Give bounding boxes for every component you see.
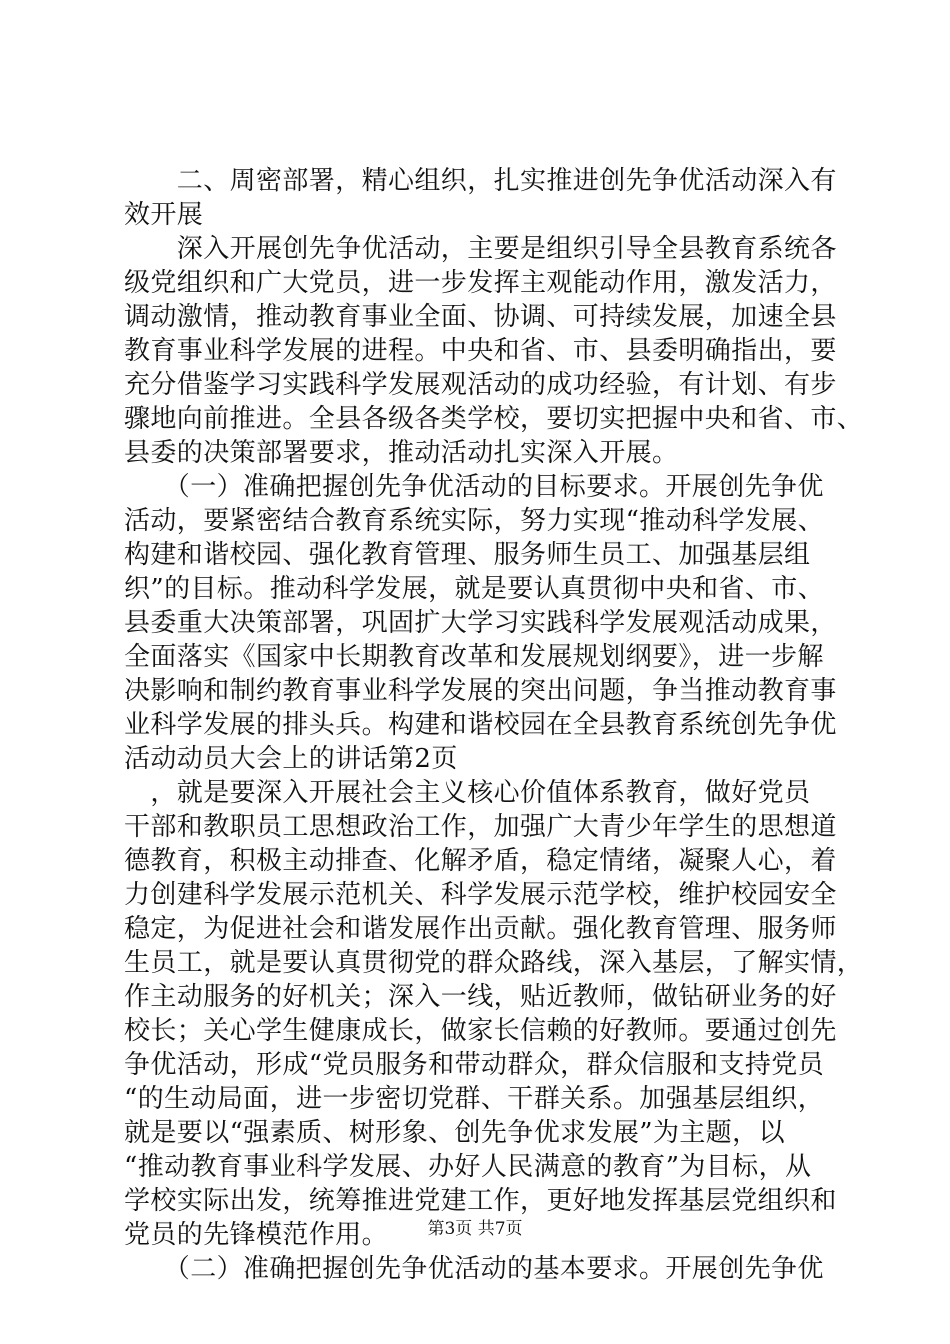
text-line: 德教育，积极主动排查、化解矛盾，稳定情绪，凝聚人心，着 (124, 846, 837, 876)
text-line: 党员的先锋模范作用。 (124, 1220, 389, 1250)
text-line: 业科学发展的排头兵。构建和谐校园在全县教育系统创先争优 (124, 710, 837, 740)
text-line: 县委重大决策部署，巩固扩大学习实践科学发展观活动成果， (124, 608, 837, 638)
text-line: ，就是要深入开展社会主义核心价值体系教育，做好党员 (124, 778, 811, 808)
text-line: 生员工，就是要认真贯彻党的群众路线，深入基层，了解实情， (124, 948, 864, 978)
page-footer: 第3页 共7页 (427, 1219, 523, 1239)
text-line: 骤地向前推进。全县各级各类学校，要切实把握中央和省、市、 (124, 404, 864, 434)
text-line: 干部和教职员工思想政治工作，加强广大青少年学生的思想道 (124, 812, 837, 842)
text-line: 活动动员大会上的讲话第2页 (124, 744, 458, 774)
text-line: 级党组织和广大党员，进一步发挥主观能动作用，激发活力， (124, 268, 837, 298)
text-line: 全面落实《国家中长期教育改革和发展规划纲要》，进一步解 (124, 642, 824, 672)
text-line: 二、周密部署，精心组织，扎实推进创先争优活动深入有 (124, 166, 837, 196)
document-body (124, 164, 864, 1286)
text-line: “的生动局面，进一步密切党群、干群关系。加强基层组织， (124, 1084, 825, 1114)
text-line: 活动，要紧密结合教育系统实际，努力实现“推动科学发展、 (124, 506, 825, 536)
text-line: 校长；关心学生健康成长，做家长信赖的好教师。要通过创先 (124, 1016, 837, 1046)
text-line: 学校实际出发，统筹推进党建工作，更好地发挥基层党组织和 (124, 1186, 837, 1216)
text-line: 争优活动，形成“党员服务和带动群众，群众信服和支持党员 (124, 1050, 825, 1080)
text-line: 决影响和制约教育事业科学发展的突出问题，争当推动教育事 (124, 676, 837, 706)
text-line: 充分借鉴学习实践科学发展观活动的成功经验，有计划、有步 (124, 370, 837, 400)
text-line: 县委的决策部署要求，推动活动扎实深入开展。 (124, 438, 679, 468)
text-line: 就是要以“强素质、树形象、创先争优求发展”为主题，以 (124, 1118, 785, 1148)
text-line: 效开展 (124, 200, 204, 230)
text-line: 构建和谐校园、强化教育管理、服务师生员工、加强基层组 (124, 540, 811, 570)
text-line: 调动激情，推动教育事业全面、协调、可持续发展，加速全县 (124, 302, 837, 332)
text-line: 力创建科学发展示范机关、科学发展示范学校，维护校园安全 (124, 880, 837, 910)
text-line: 深入开展创先争优活动，主要是组织引导全县教育系统各 (124, 234, 837, 264)
text-line: 织”的目标。推动科学发展，就是要认真贯彻中央和省、市、 (124, 574, 825, 604)
text-line: 作主动服务的好机关；深入一线，贴近教师，做钻研业务的好 (124, 982, 837, 1012)
text-line: （一）准确把握创先争优活动的目标要求。开展创先争优 (124, 472, 824, 502)
text-line: “推动教育事业科学发展、办好人民满意的教育”为目标，从 (124, 1152, 812, 1182)
text-line: 稳定，为促进社会和谐发展作出贡献。强化教育管理、服务师 (124, 914, 837, 944)
text-line: 教育事业科学发展的进程。中央和省、市、县委明确指出，要 (124, 336, 837, 366)
text-line: （二）准确把握创先争优活动的基本要求。开展创先争优 (124, 1254, 824, 1284)
